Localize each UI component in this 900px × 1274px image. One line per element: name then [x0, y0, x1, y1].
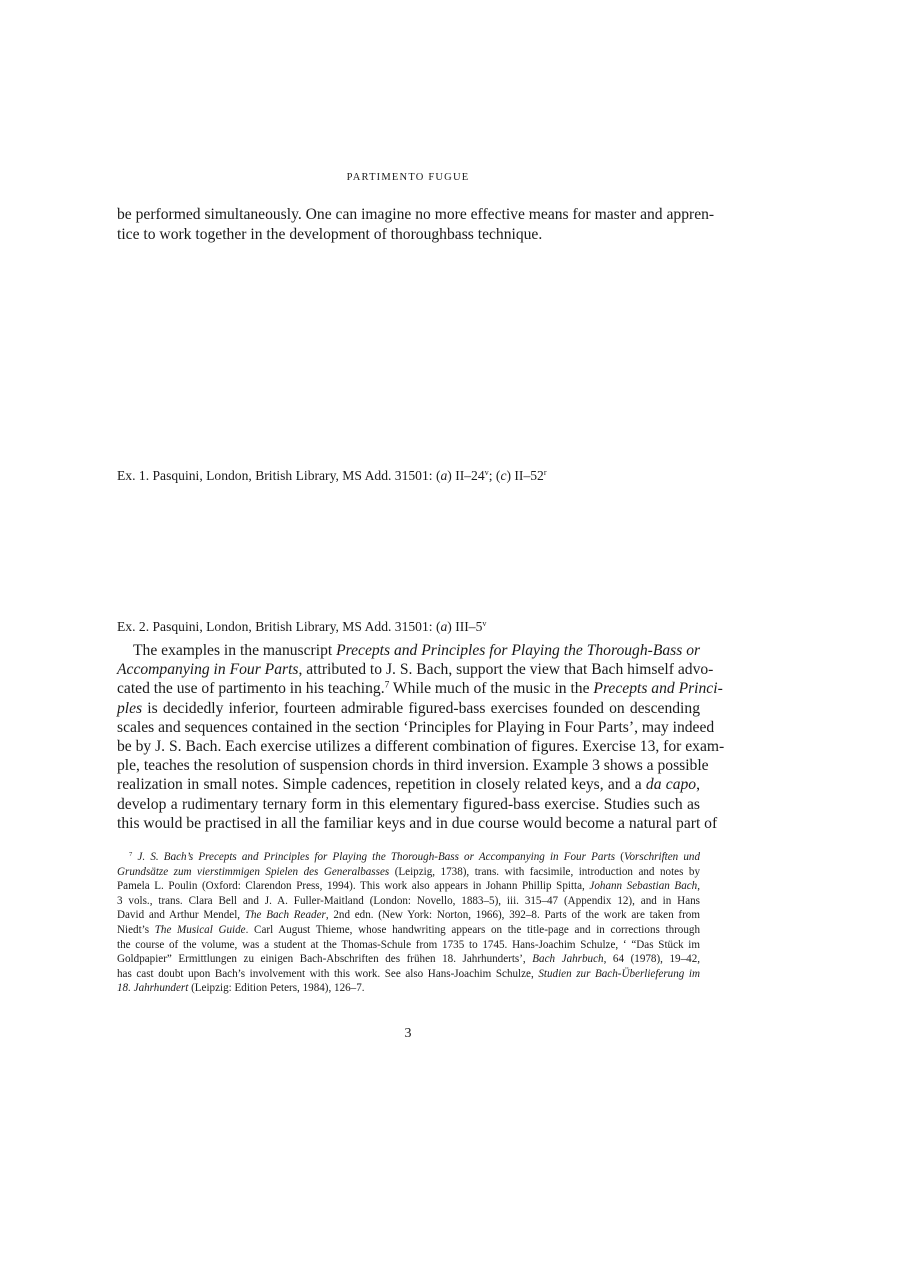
text-run: is decidedly inferior, fourteen admirable figured-bass exercises founded on descending	[142, 699, 700, 717]
italic-text: Grundsätze zum vierstimmigen Spielen des Generalbasses	[117, 865, 390, 878]
text-run: , attributed to J. S. Bach, support the view that Bach himself advo-	[298, 661, 714, 679]
superscript: v	[484, 468, 489, 478]
text-run: David and Arthur Mendel,	[117, 909, 245, 922]
text-run: be performed simultaneously. One can imagine no more effective means for master and appren-	[117, 206, 715, 223]
text-run: has cast doubt upon Bach’s involvement with this work. See also Hans-Joachim Schulze,	[117, 967, 539, 980]
superscript: r	[543, 468, 547, 478]
italic-text: 18. Jahrhundert	[117, 982, 189, 995]
text-run: be by J. S. Bach. Each exercise utilizes a different combination of figures. Exercise 13, for exam-	[117, 738, 725, 756]
text-run: , 64 (1978), 19–42,	[603, 953, 701, 966]
text-line	[117, 205, 715, 225]
italic-text: ples	[117, 699, 143, 717]
italic-text: Studien zur Bach-Überlieferung im	[538, 967, 700, 980]
italic-text: Johann Sebastian Bach	[589, 880, 698, 893]
text-run: Goldpapier” Ermittlungen zu einigen Bach-Abschriften des frühen 18. Jahrhunderts’,	[117, 953, 533, 966]
text-run: (Leipzig, 1738), trans. with facsimile, introduction and notes by	[389, 865, 701, 878]
text-run: ple, teaches the resolution of suspension chords in third inversion. Example 3 shows a possible	[117, 757, 709, 775]
text-run: ,	[696, 776, 700, 794]
text-line	[117, 718, 715, 737]
text-run: ) III–5	[447, 619, 483, 634]
text-line	[117, 894, 700, 909]
example-2-caption	[117, 618, 700, 636]
text-run: tice to work together in the development of thoroughbass technique.	[117, 226, 543, 243]
text-run: Ex. 1. Pasquini, London, British Library, MS Add. 31501: (	[117, 468, 441, 483]
text-line	[117, 938, 700, 953]
text-line	[117, 967, 700, 982]
text-run: 3 vols., trans. Clara Bell and J. A. Fuller-Maitland (London: Novello, 1883–5), iii. 315–47 (Appendix 12), and in Hans	[117, 894, 700, 907]
text-line	[117, 775, 700, 794]
page-number: 3	[404, 1026, 412, 1041]
text-line	[117, 679, 723, 698]
text-run: the course of the volume, was a student at the Thomas-Schule from 1735 to 1745. Hans-Joachim Schulze, ‘ “Das Stück im	[117, 938, 700, 951]
example-1-caption	[117, 467, 700, 485]
text-line	[117, 850, 700, 865]
italic-text: a	[440, 619, 448, 634]
italic-text: Vorschriften und	[623, 851, 700, 863]
footnote-7	[117, 850, 700, 996]
italic-text: Accompanying in Four Parts	[117, 661, 299, 679]
text-run: scales and sequences contained in the section ‘Principles for Playing in Four Parts’, may indeed	[117, 718, 715, 736]
opening-paragraph	[117, 205, 715, 245]
italic-text: J. S. Bach’s Precepts and Principles for Playing the Thorough-Bass or Accompanying in Four Parts	[137, 851, 616, 863]
text-line	[117, 952, 700, 967]
text-line	[117, 225, 700, 245]
superscript: 7	[384, 680, 390, 691]
text-run: . Carl August Thieme, whose handwriting appears on the title-page and in corrections through	[245, 923, 700, 936]
text-line	[117, 660, 714, 679]
text-run: Ex. 2. Pasquini, London, British Library, MS Add. 31501: (	[117, 619, 441, 634]
text-line	[117, 814, 718, 833]
text-line	[117, 737, 725, 756]
main-paragraph	[117, 641, 725, 833]
text-line	[117, 981, 700, 996]
text-run: The examples in the manuscript	[133, 642, 337, 659]
text-run: develop a rudimentary ternary form in this elementary figured-bass exercise. Studies such as	[117, 795, 700, 813]
text-line	[117, 795, 700, 814]
running-header: PARTIMENTO FUGUE	[346, 172, 470, 183]
italic-text: The Musical Guide	[154, 923, 246, 936]
text-run: realization in small notes. Simple cadences, repetition in closely related keys, and a	[117, 776, 646, 794]
italic-text: The Bach Reader	[244, 909, 326, 922]
superscript: v	[482, 619, 487, 629]
text-run: cated the use of partimento in his teaching.	[117, 680, 385, 698]
italic-text: Bach Jahrbuch	[532, 953, 604, 966]
text-run: (	[615, 851, 624, 863]
italic-text: Precepts and Principles for Playing the Thorough-Bass or	[336, 642, 701, 659]
text-line	[117, 699, 700, 718]
text-run: ) II–24	[447, 468, 485, 483]
text-line	[117, 865, 700, 880]
italic-text: a	[440, 468, 448, 483]
italic-text: Precepts and Princi-	[593, 680, 723, 698]
text-line	[117, 641, 700, 660]
text-line	[117, 879, 700, 894]
text-line	[117, 756, 709, 775]
text-run: Pamela L. Poulin (Oxford: Clarendon Press, 1994). This work also appears in Johann Phillip Spitta,	[117, 880, 590, 893]
text-run: ) II–52	[506, 468, 544, 483]
text-run: this would be practised in all the familiar keys and in due course would become a natural part of	[117, 814, 718, 832]
text-run: ,	[697, 880, 700, 893]
superscript: 7	[129, 851, 133, 859]
text-line	[117, 908, 700, 923]
text-line	[117, 923, 700, 938]
text-run: (Leipzig: Edition Peters, 1984), 126–7.	[188, 982, 365, 995]
text-run: While much of the music in the	[389, 680, 594, 698]
text-run: ; (	[488, 468, 501, 483]
text-run: Niedt’s	[117, 923, 155, 936]
text-run: , 2nd edn. (New York: Norton, 1966), 392–8. Parts of the work are taken from	[325, 909, 700, 922]
italic-text: c	[500, 468, 507, 483]
italic-text: da capo	[645, 776, 697, 794]
